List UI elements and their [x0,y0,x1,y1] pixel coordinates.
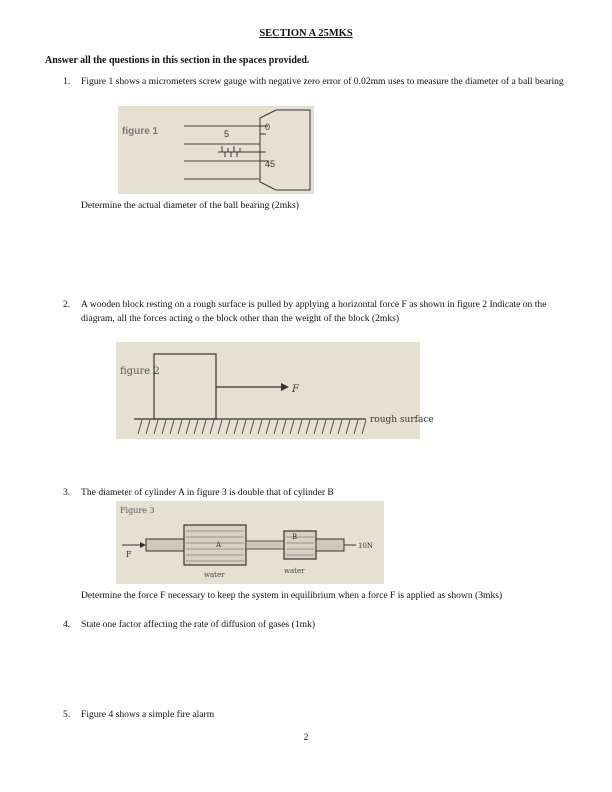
question-number: 2. [63,299,71,310]
question-number: 3. [63,487,71,498]
wooden-block [154,354,216,419]
sleeve-mark-5: 5 [224,129,230,139]
question-text: Figure 4 shows a simple fire alarm [81,709,215,720]
question-number: 5. [63,709,71,720]
water-left-label: water [204,571,225,579]
section-title: SECTION A 25MKS [259,28,353,39]
question-number: 4. [63,619,71,630]
figure-3-label: Figure 3 [120,506,155,515]
surface-label: rough surface [370,415,434,425]
question-text: State one factor affecting the rate of diffusion of gases (1mk) [81,619,316,630]
figure-2-block [116,342,434,439]
force-label: F [292,384,299,395]
figure-3-hydraulic [116,501,384,584]
question-1-prompt: Determine the actual diameter of the ball bearing (2mks) [81,200,299,211]
figure-2-label: figure 2 [120,366,160,377]
figure-3-force-label: F [126,550,132,559]
load-label: 10N [358,542,374,550]
question-text: A wooden block resting on a rough surface is pulled by applying a horizontal force F as shown in figure 2 Indicate on the diagram, all the forces acting o the block other than the weight of the block (2mks) [81,299,547,324]
question-number: 1. [63,76,71,87]
figure-1-label: figure 1 [122,126,159,137]
cylinder-a-label: A [216,541,222,549]
page-number: 2 [303,733,309,743]
question-text: The diameter of cylinder A in figure 3 is double that of cylinder B [81,487,334,498]
cylinder-b-label: B [292,533,298,541]
water-right-label: water [284,567,305,575]
thimble-mark-0: 0 [265,122,271,132]
figure-1-micrometer [118,106,314,194]
section-instructions: Answer all the questions in this section in the spaces provided. [45,55,310,66]
thimble-mark-45: 45 [265,159,276,169]
question-3-prompt: Determine the force F necessary to keep the system in equilibrium when a force F is applied as shown (3mks) [81,590,503,601]
question-text: Figure 1 shows a micrometers screw gauge with negative zero error of 0.02mm uses to measure the diameter of a ball bearing [81,76,564,87]
